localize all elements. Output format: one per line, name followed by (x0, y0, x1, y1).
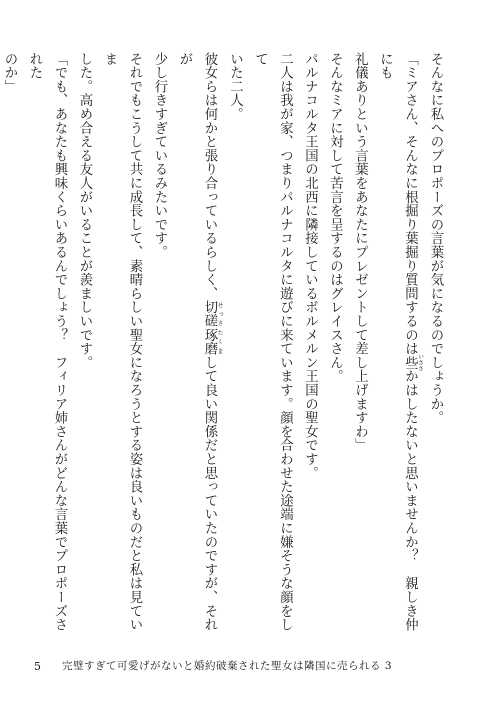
text-line: いた二人。 (227, 52, 243, 121)
text-line: のか」 (2, 52, 17, 94)
text-line: した。高め合える友人がいることが羨ましいです。 (77, 52, 92, 370)
running-title: 完璧すぎて可愛げがないと婚約破棄された聖女は隣国に売られる 3 (62, 660, 393, 672)
text-line: そんなに私へのプロポーズの言葉が気になるのでしょうか。 (428, 52, 443, 425)
ruby-annotation: 琢磨 たくま (202, 328, 223, 356)
text-line: 礼儀ありという言葉をあなたにプレゼントして差し上げますわ」 (352, 52, 368, 453)
text-line: それでもこうして共に成長して、素晴らしい聖女になろうとする姿は良いものだと私は見ていま (102, 52, 142, 632)
page-number: 5 (34, 660, 41, 673)
ruby-annotation: 切磋 せっさ (202, 300, 223, 329)
body-text (2, 52, 448, 632)
text-line: 二人は我が家、つまりパルナコルタに遊びに来ています。顔を合わせた途端に嫌そうな顔をして (252, 52, 293, 632)
text-line: 彼女らは何かと張り合っているらしく、切磋 せっさ琢磨 たくまして良い関係だと思っていたのですが、それが (177, 52, 223, 632)
text-line: 「ミアさん、そんなに根掘り葉掘り質問するのは些 いささかはしたないと思いませんか？ 親しき仲にも (377, 52, 424, 632)
text-line: そんなミアに対して苦言を呈するのはグレイスさん。 (327, 52, 343, 384)
text-line: 少し行きすぎているみたいです。 (152, 52, 167, 259)
text-line: パルナコルタ王国の北西に隣接しているボルメルン王国の聖女です。 (302, 52, 318, 480)
ruby-annotation: 些 いささ (402, 353, 424, 372)
text-line: 「でも、あなたも興味くらいあるんでしょう？ フィリア姉さんがどんな言葉でプロポーズされた (27, 52, 67, 632)
